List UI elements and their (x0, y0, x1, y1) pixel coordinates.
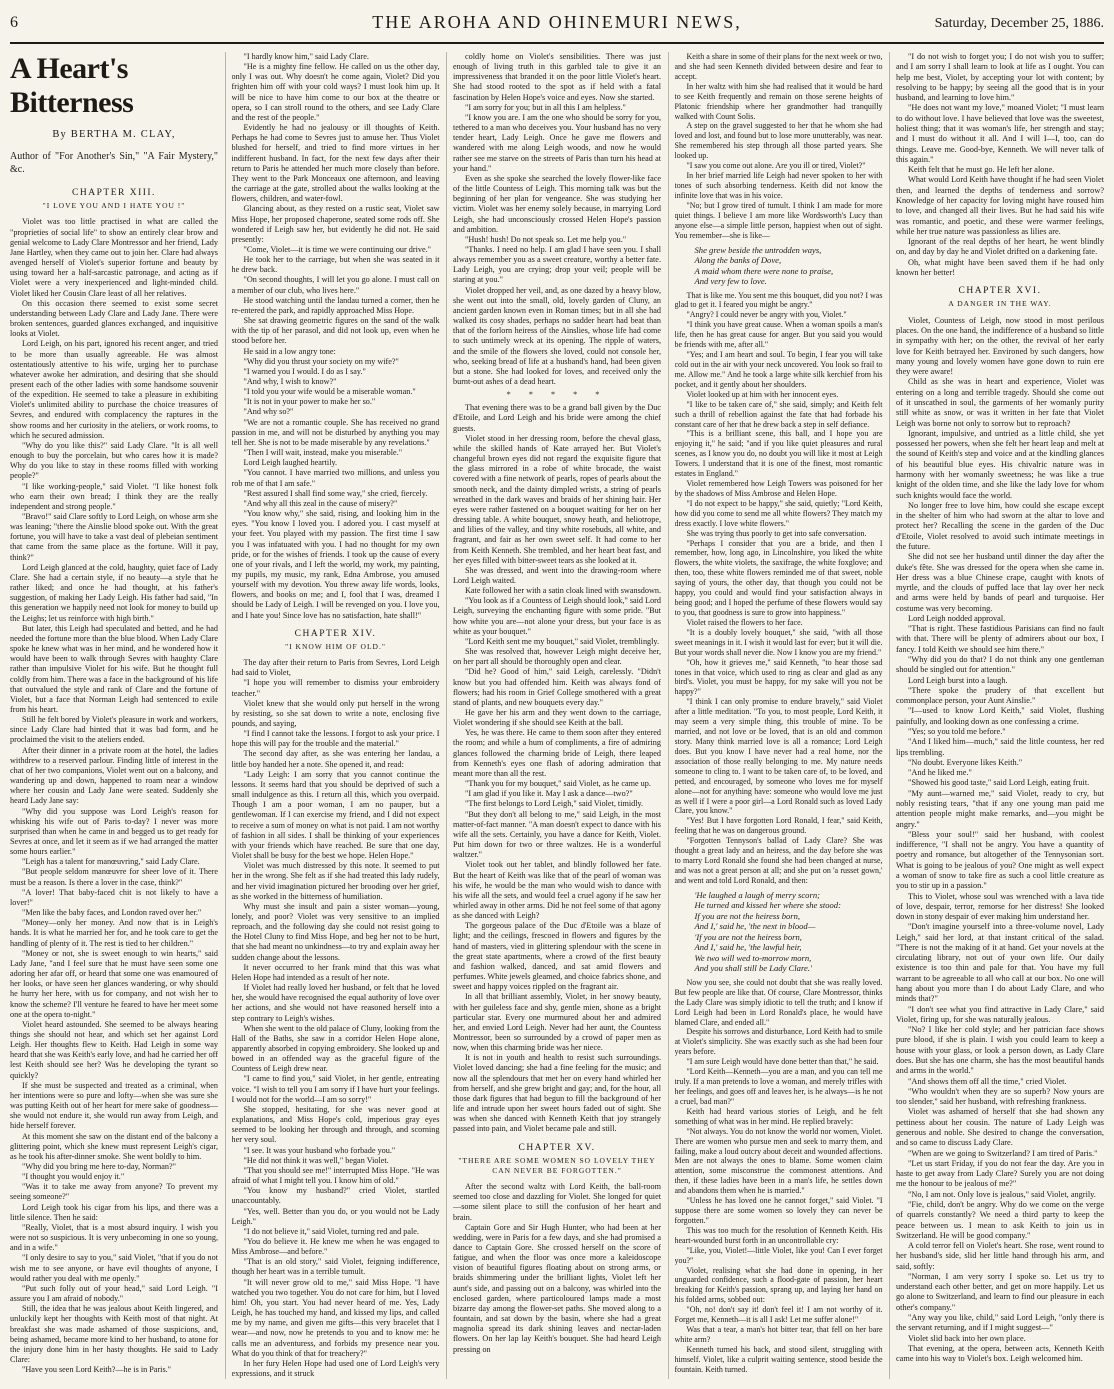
paragraph: Violet stood in her dressing room, before the cheval glass, while the skilled hands of Kate arrayed her. But Violet's changeful brown eyes did not regard the exquisite figure that the glass mirrored in a robe of white brocade, the waist covered with a fine network of pearls, ropes of pearls about the smooth neck, and the dainty dimpled wrists, a string of pearls wreathed in the dark waves and braids of her shining hair. Her eyes were rather fastened on a bouquet waiting for her on her dressing table. A white bouquet, snowy heath, and heliotrope, and lilies of the valley, and tiny white rosebuds, all white, and fragrant, and fair as her own sweet self. It had come to her from Keith Kenneth. She trembled, and her heart beat fast, and her eyes filled with bitter-sweet tears as she looked at it. (453, 433, 661, 565)
paragraph: "Lord Keith sent me my bouquet," said Violet, tremblingly. (465, 636, 660, 646)
paragraph: Violet remembered how Leigh Towers was poisoned for her by the shadows of Miss Ambrose and Helen Hope. (674, 479, 883, 498)
paragraph: The day after their return to Paris from Sevres, Lord Leigh had said to Violet, (231, 658, 440, 678)
verse-quote (695, 245, 883, 287)
chapter-subtitle: "I LOVE YOU AND I HATE YOU !" (42, 201, 186, 211)
paragraph: "Oh, no! don't say it! don't feel it! I am not worthy of it. Forget me, Kenneth—it is all I ask! Let me suffer alone!" (674, 1305, 883, 1325)
chapter-heading: CHAPTER XV. (518, 1142, 596, 1153)
column-rule (668, 52, 669, 1379)
author-note: Author of "For Another's Sin," "A Fair Mystery," &c. (10, 151, 218, 176)
chapter-heading: CHAPTER XVI. (958, 286, 1042, 297)
paragraph: Violet took out her tablet, and blindly followed her fate. But the heart of Keith was like that of the pearl of woman was his wife, he would be the man who would wish to dance with his wife all the sets, and would feel a cruel agony if he saw her whirled away in other arms. Did he not feel some of that agony as she danced with Leigh? (453, 860, 661, 921)
paragraph: "No? I like her cold style; and her patrician face shows pure blood, if she is plain. I wish you could learn to keep a house with your glass, or look a person down, as Lady Clare does. But she has one charm, she has the most beautiful hands and arms in the world." (896, 1025, 1104, 1076)
paragraph: No longer free to love him, how could she escape except in the shelter of him who had sworn at the altar to love and protect her? Recalling the scene in the garden of the Duc d'Etoile, Violet resolved to avoid such intimate meetings in the future. (896, 500, 1104, 551)
paragraph: Still, the idea that he was jealous about Keith lingered, and unluckily kept her thoughts with Keith most of that night. At breakfast she was made ashamed of those suspicions, and, being ashamed, became more kind to her husband, to atone for the injury done him in her hasty thoughts. He said to Lady Clare: (10, 1304, 218, 1364)
paragraph: "I saw you come out alone. Are you ill or tired, Violet?" (686, 161, 866, 171)
paragraph: "Why did you thrust your society on my wife?" (243, 356, 399, 366)
paragraph: "It is not in your power to make her so." (243, 397, 376, 407)
paragraph: "Did he? Good of him," said Leigh, carelessly. "Didn't know but you had offended him. Keith was always fond of flowers; had his room in Grief College smothered with a great stand of plants, and new bouquets every day." (453, 667, 661, 707)
verse-line: A maid whom there were none to praise, (694, 265, 834, 276)
paragraph: He stood watching until the landau turned a corner, then he re-entered the park, and rapidly approached Miss Hope. (231, 295, 440, 315)
paragraph: She sat drawing geometric figures on the sand of the walk with the tip of her parasol, and did not look up, even when he stood before her. (231, 316, 440, 346)
paragraph: "No; but I grow tired of tumult. I think I am made for more quiet things. I believe I am more like Wordsworth's Lucy than anyone else—a simple little person, happiest when out of sight. You remember—she is like— (674, 200, 883, 240)
paragraph: Evidently he had no jealousy or ill thoughts of Keith. Perhaps he had come to Sevres just to amuse her. Thus Violet blushed for herself, and tried to find more virtues in her indifferent husband. In fact, for the next few days after their return to Paris he attended her much more closely than before. They went to the Park Monceaux one afternoon, and leaving the carriage at the gate, strolled about the walks looking at the flowers, children, and water-fowl. (231, 123, 440, 204)
paragraph: "Money or not, she is sweet enough to win hearts," said Lady Jane, "and I feel sure that he must have seen some one adoring her afar off, or heard that some one was enamoured of her looks, or have seen her glances wandering, or why should he hurry her here, with us for company, and not wish her to know the scheme? I'll venture he feared to have her meet some one at the opera to-night." (10, 948, 218, 1019)
paragraph: "Unless he has loved one he cannot forget," said Violet. "I suppose there are some women so lovely they can never be forgotten." (674, 1196, 883, 1225)
paragraph: "When are we going to Switzerland? I am tired of Paris." (908, 1148, 1098, 1158)
paragraph: "Fie, child, don't be angry. Why do we come on the verge of quarrels constantly? We need a third party to keep the peace between us. I mean to ask Keith to join us in Switzerland. He will be good company." (896, 1199, 1104, 1240)
paragraph: "I hope you will remember to dismiss your embroidery teacher." (231, 678, 440, 698)
paragraph: "I came to find you," said Violet, in her gentle, entreating voice. "I wish to tell you I am sorry if I have hurt your feelings. I would not for the world—I am so sorry!" (231, 1074, 440, 1104)
paragraph: "Lady Leigh: I am sorry that you cannot continue the lessons. It seems hard that you should be deprived of such a small indulgence as this. I return all this, which you overpaid. Though I am a poor woman, I am no pauper, but a gentlewoman. If I can exercise my friend, and I did not expect to receive a sum of money on what is not paid. I am not worthy of fashion in all sides. I shall be thinking of your experiences with your friends which have reached. Be sure that one day, Violet shall be busy for the best we hope. Helen Hope." (231, 769, 440, 861)
paragraph: "I am sure Leigh would have done better than that," he said. (686, 1057, 879, 1067)
paragraph: But later, this Leigh had speculated and betted, and he had needed the fortune more than the blue blood. When Lady Clare spoke he knew what was in her mind, and he wondered how it would have been to walk through Sevres with haughty Clare rather than impulsive Violet for his wife. But he thought full coldly from him. There was a face in the background of his life that outvalued the style and rank of Clare and the fortune of Violet, but a face that Norman Leigh had sentenced to exile from his heart. (10, 623, 218, 714)
paragraph: If Violet had really loved her husband, or felt that he loved her, she would have recognised the equal authority of love over her actions, and she would not have reasoned herself into a step contrary to Leigh's wishes. (231, 983, 440, 1023)
paragraph: "And shows them off all the time," cried Violet. (908, 1076, 1067, 1086)
paragraph: It is not in youth and health to resist such surroundings. Violet loved dancing; she had a fine feeling for the music; and now all the splendours that met her on every hand whirled her from herself, and she grew bright and gay; and, for the hour, all those dark figures that had begun to fill the background of her life and intrude upon her sweet hours faded out of sight. She was when she danced with Kenneth Keith that joy strangely passed into pain, and Violet became pale and still. (453, 1053, 661, 1134)
paragraph: "I—used to know Lord Keith," said Violet, flushing painfully, and looking down as one confessing a crime. (896, 706, 1104, 726)
paragraph: When she went to the old palace of Cluny, looking from the Hall of the Baths, she saw in a corridor Helen Hope alone, apparently absorbed in copying embroidery. She looked up and bowed in an offended way as the graceful figure of the Countess of Leigh drew near. (231, 1023, 440, 1074)
paragraph: "I do not expect to be happy," she said, quietly; "Lord Keith, how did you come to send me all white flowers? They match my dress exactly. I love white flowers." (674, 498, 883, 528)
paragraph: After the second waltz with Lord Keith, the ball-room seemed too close and dazzling for Violet. She longed for quiet—some silent place to still the confusion of her heart and brain. (453, 1182, 661, 1222)
paragraph: Lord Leigh glanced at the cold, haughty, quiet face of Lady Clare. She had a certain style, if no beauty—a style that he rather liked; and once he had thought, at his father's suggestion, of making her Lady Leigh. His father had said, "In this generation we happily need not look for money to build up the Leighs; let us reinforce with high birth." (10, 562, 218, 623)
paragraph: "I think you have great cause. When a woman spoils a man's life, then he has great cause for anger. But you said you would be friends with me, after all." (674, 320, 883, 350)
paragraph: Even as she spoke she searched the lovely flower-like face of the little Countess of Leigh. This morning talk was but the beginning of her plan for vengeance. She was studying her victim. Violet was her enemy solely because, in marrying Lord Leigh, she had unconsciously crossed Helen Hope's passion and ambition. (453, 173, 661, 234)
paragraph: "And why so?" (243, 407, 294, 417)
paragraph: Violet was ashamed of herself that she had shown any pettiness about her cousin. The nature of Lady Leigh was generous and noble. She desired to change the conversation, and so came to discuss Lady Clare. (896, 1107, 1104, 1148)
verse-quote (695, 890, 883, 974)
paragraph: Glancing about, as they rested on a rustic seat, Violet saw Miss Hope, her proposed chaperone, seated some rods off. She wondered if Leigh saw her, but evidently he did not. He said presently: (231, 204, 440, 244)
paragraph: "You cannot. I have married two millions, and unless you rob me of that I am safe." (231, 468, 440, 488)
paragraph: The second day after, as she was entering her landau, a little boy handed her a note. She opened it, and read: (231, 749, 440, 769)
paragraph: Why must she insult and pain a sister woman—young, lonely, and poor? Violet was very sensitive to an implied reproach, and the following day she could not resist going to the Hotel Cluny to find Miss Hope, and beg her not to be hurt, that she had meant no unkindness—to try and explain away her sudden change about the lessons. (231, 901, 440, 962)
column-1 (10, 52, 218, 1379)
paragraph: "My aunt—warned me," said Violet, ready to cry, but nobly resisting tears, "that if any one young man paid me attention people might make remarks, and—you might be angry." (896, 788, 1104, 829)
paragraph: "I find I cannot take the lessons. I forgot to ask your price. I hope this will pay for the trouble and the material." (231, 729, 440, 749)
paragraph: "Put such folly out of your head," said Lord Leigh. "I assure you I am afraid of nobody." (10, 1283, 218, 1304)
column-4 (675, 52, 883, 1379)
paragraph: "But people seldom manœuvre for sheer love of it. There must be a reason. Is there a lover in the case, think?" (10, 867, 218, 887)
column-body (10, 188, 218, 1375)
paragraph: "On second thoughts, I will let you go alone. I must call on a member of our club, who lives here." (231, 275, 440, 295)
paragraph: "And why all this zeal in the cause of misery?" (243, 498, 398, 508)
paragraph: "A lover! That baby-faced chit is not likely to have a lover!" (10, 887, 218, 907)
paragraph: Lord Leigh, on his part, ignored his recent anger, and tried to be more than usually agreeable. He was almost ostentatiously attentive to his wife, urging her to purchase whatever awoke her admiration, and desiring that she should present each of the other ladies with some handsome souvenir of the expedition. He seemed to take a pleasure in exhibiting Violet's unlimited ability to purchase the choice treasures of Sevres, and endured with complacency the raptures in the show rooms and her curiosity in the ateliers, or work rooms, to which he secured admission. (10, 339, 218, 440)
paragraph: Violet, Countess of Leigh, now stood in most perilous places. On the one hand, the indifference of a husband so little in sympathy with her; on the other, the revival of her early love for Keith betrayed her. Environed by such dangers, how many young and lovely women have gone down to ruin ere they were aware! (896, 315, 1104, 377)
paragraph: In her fury Helen Hope had used one of Lord Leigh's very expressions, and it struck (231, 1358, 440, 1378)
paragraph: "I only desire to say to you," said Violet, "that if you do not wish me to see anyone, or have evil thoughts of anyone, I would rather you deal with me openly." (10, 1253, 218, 1283)
paragraph: It never occurred to her frank mind that this was what Helen Hope had intended as a result of her note. (231, 962, 440, 982)
paragraph: "Was it to take me away from anyone? To prevent my seeing someone?" (10, 1182, 218, 1202)
paragraph: In all that brilliant assembly, Violet, in her snowy beauty, with her guileless face and shy, gentle mien, shone as a bright particular star. Every one murmured about her and admired her, and envied Lord Leigh. Never had her aunt, the Countess Montressor, been so surrounded by a crowd of paper men as now, when this charming bride was her niece. (453, 992, 661, 1053)
paragraph: "Yes; and I am heart and soul. To begin, I fear you will take cold out in the air with your neck uncovered. You look so frail to me. Allow me." And he took a large white silk kerchief from his pocket, and it gently about her shoulders. (674, 350, 883, 389)
story-byline: By BERTHA M. CLAY, (52, 129, 176, 140)
paragraph: "We are not a romantic couple. She has received no grand passion in me, and will not be disturbed by anything you may tell her. She is not to be made miserable by any revelations." (231, 417, 440, 447)
paragraph: Keith a share in some of their plans for the next week or two, and she had seen Kenneth divided between desire and fear to accept. (674, 52, 883, 81)
verse-line: And I,' said he, 'the lawful heir, (694, 942, 802, 953)
paragraph: "You do believe it. He knew me when he was engaged to Miss Ambrose—and before." (231, 1236, 440, 1257)
chapter-heading: CHAPTER XIV. (294, 628, 377, 639)
section-break: * * * * * (506, 390, 608, 400)
paragraph: "No doubt. Everyone likes Keith." (908, 757, 1023, 767)
paragraph: "Rest assured I shall find some way," she cried, fiercely. (243, 488, 428, 498)
paragraph: "He does not want my love," moaned Violet; "I must learn to do without love. I have believed that love was the sweetest, holiest thing; that it was woman's life, her strength and stay; and I must do without it all. And I will I—I, too, can do things. Leave me. Good-bye, Kenneth. We will never talk of this again." (896, 103, 1104, 164)
paragraph: She stopped, hesitating, for she was never good at explanations, and Miss Hope's cold, imperious gray eyes seemed to be looking her through and through, and scorning her very soul. (231, 1104, 440, 1145)
column-3 (453, 52, 661, 1379)
paragraph: "Bless your soul!" said her husband, with coolest indifference, "I shall not be angry. You have a quantity of poetry and romance, but altogether of the Tennysonian sort. What is going to be jealous of you? One might as well expect a woman of snow to take fire as such a cool little creature as you to stir up in a passion." (896, 829, 1104, 891)
paragraph: A step on the gravel suggested to her that he whom she had loved and lost, and found but to lose more unutterably, was near. She remembered his step through all those parted years. She looked up. (674, 121, 883, 161)
chapter-heading: CHAPTER XIII. (72, 188, 156, 199)
paragraph: He took her to the carriage, but when she was seated in it he drew back. (231, 255, 440, 275)
paragraph: Violet was much distressed by this note. It seemed to put her in the wrong. She felt as if she had treated this lady rudely, and her vivid imagination pictured her brooding over her grief, as she worked in the bitterness of humiliation. (231, 861, 440, 901)
verse-line: 'If you are not the heiress born, (694, 931, 802, 942)
paragraph: "Perhaps I consider that you are a bride, and then I remember, how, long ago, in Lincolnshire, you liked the white flowers, the white violets, the saxifrage, the white foxglove; and then, too, these white flowers reminded me of that sweet, noble saying of yours, the other day, that though you could not be happy, you could and would find your satisfaction always in being good; and I hoped the perfume of these flowers would say to you, that goodness is sure to grow into happiness." (674, 538, 883, 618)
column-rule (446, 52, 447, 1379)
paragraph: She did not see her husband until dinner the day after the duke's fête. She was dressed for the opera when she came in. Her dress was a blue Chinese crape, caught with knots of myrtle, and the clouds of puffed lace that lay over her neck and arms were held by bands of pearl and turquoise. Her costume was very becoming. (896, 552, 1104, 613)
paragraph: "I like to be taken care of," she said, simply; and Keith felt such a thrill of rebellion against the fate that had forbade his constant care of her that he drew back a step in self defiance. (674, 399, 883, 429)
paragraph: "You know my husband?" cried Violet, startled unaccountably. (231, 1186, 440, 1206)
paragraph: "There spoke the prudery of that excellent but commonplace person, your Aunt Ainslie." (896, 685, 1104, 706)
paragraph: "Like, you, Violet!—little Violet, like you! Can I ever forget you?" (674, 1245, 883, 1265)
paragraph: "Showed his good taste," said Lord Leigh, eating fruit. (908, 778, 1090, 788)
paragraph: On this occasion there seemed to exist some secret understanding between Lady Clare and Lady Jane. There were broken sentences, guarded glances exchanged, and inquisitive looks at Violet. (10, 298, 218, 339)
paragraph: Violet knew that she would only put herself in the wrong by resisting, so she sat down to write a note, enclosing five pounds, and saying, (231, 698, 440, 728)
paragraph: "Don't imagine yourself into a three-volume novel, Lady Leigh," said her lord, at that instant critical of the salad. "There is not the making of it at hand. Get your novels at the circulating library, not out of your own life. Our daily existence is too thin and pale for that. You have my full warrant to be agreeable to all who call at our box. No one will hang about you more than I do about Lady Clare, and who minds that?" (896, 922, 1104, 1004)
paragraph: "Hush! hush! Do not speak so. Let me help you." (465, 234, 627, 244)
paragraph: In her waltz with him she had realised that it would be hard to see Keith frequently and remain on those serene heights of Platonic friendship where her grandmother had tranquilly walked with Count Solis. (674, 81, 883, 121)
paragraph: Ignorant of the real depths of her heart, he went blindly on, and day by day he and Violet drifted on a darkening fate. (896, 237, 1104, 257)
paragraph: She was dressed, and went into the drawing-room where Lord Leigh waited. (453, 565, 661, 585)
paragraph: "Yes, well. Better than you do, or you would not be Lady Leigh." (231, 1206, 440, 1226)
verse-line: And very few to love. (694, 276, 767, 287)
paragraph: "Let us start Friday, if you do not fear the day. Are you in haste to get away from Lady Clare? Surely you are not doing me the honour to be jealous of me?" (896, 1158, 1104, 1189)
paragraph: "That is right. These fastidious Parisians can find no fault with that. There will be plenty of admirers about our box, I fancy. I told Keith we should see him there." (896, 624, 1104, 654)
newspaper-title: THE AROHA AND OHINEMURI NEWS, (372, 12, 742, 32)
paragraph: "Who wouldn't when they are so superb? Now yours are too slender," said her husband, with refreshing frankness. (896, 1086, 1104, 1107)
paragraph: "I like working-people," said Violet. "I like honest folk who earn their own bread; I think they are the really independent and strong people." (10, 481, 218, 511)
story-title: A Heart's Bitterness (10, 52, 134, 119)
paragraph: "I am glad if you like it. May I ask a dance—two?" (465, 789, 633, 799)
paragraph: Now you see, she could not doubt that she was really loved. But few people are like that. Of course, Clare Montressor, thinks the Lady Clare was simply idiotic to tell the truth; and I know if Lord Leigh had been in Lord Ronald's place, he would have blamed Clare, and ended all." (674, 977, 883, 1027)
paragraph: "Why did you suppose was Lord Leigh's reason for whisking his wife out of Paris to-day? I never was more surprised than when he came in and begged us to get ready for Sevres at once, and let it seem as if we had arranged the matter some hours earlier." (10, 806, 218, 857)
paragraph: Despite his sorrows and disturbance, Lord Keith had to smile at Violet's simplicity. She was exactly such as she had been four years before. (674, 1027, 883, 1057)
paragraph: "I hardly know him," said Lady Clare. (243, 52, 369, 61)
paragraph: "I do not wish to forget you; I do not wish you to suffer; and I am sorry I shall learn to look at life as I ought. You can help me best, Violet, by accepting your lot with content; by resolving to be happy; by seeing all the good that is in your husband, and learning to love him." (896, 52, 1104, 103)
paragraph: "It is a doubly lovely bouquet," she said, "with all those sweet meanings in it. I wish it would last for ever; but it will die. But your words shall never die. Now I know you are my friend." (674, 627, 883, 657)
paragraph: "Leigh has a talent for manœuvring," said Lady Clare. (22, 857, 200, 867)
column-body (896, 52, 1104, 1364)
paragraph: coldly home on Violet's sensibilities. There was just enough of living truth in this garbled tale to give it an impressiveness that branded it on the poor little Violet's heart. She had stood rooted to the spot as if held with a fatal fascination by Helen Hope's voice and eyes. Now she started. (453, 52, 661, 102)
verse-line: We two will wed to-morrow morn, (694, 952, 812, 963)
paragraph: "It will never grow old to me," said Miss Hope. "I have watched you two together. You do not care for him, but I loved him! Oh, you start. You had never heard of me. Yes, Lady Leigh, he has touched my hand, and kissed my lips, and called me by my name, and given me gifts—this very bracelet that I wear—and now, now he pretends to you and to know me: he calls me an adventuress, and forbids my presence near you. What do you think of that for treachery?" (231, 1277, 440, 1358)
paragraph: "Oh, how it grieves me," said Kenneth, "to hear those sad tones in that voice, which used to ring as clear and glad as any bird's. Violet, you must be happy, for my sake will you not be happy?" (674, 657, 883, 697)
paragraph: She was trying thus poorly to get into safe conversation. (686, 528, 867, 538)
paragraph: Keith felt that he must go. He left her alone. (908, 165, 1055, 175)
masthead (10, 10, 1104, 44)
paragraph: Kenneth turned his back, and stood silent, struggling with himself. Violet, like a culprit waiting sentence, stood beside the fountain. Keith turned. (674, 1344, 883, 1374)
paragraph: "I do not believe it," said Violet, turning red and pale. (243, 1226, 419, 1236)
column-2 (232, 52, 440, 1379)
paragraph: "This is a brilliant scene, this ball, and I hope you are enjoying it," he said; "and if you like quiet pleasures and rural scenes, as I know you do, no doubt you will like it most at Leigh Towers. I understand that it is one of the finest, most romantic estates in England." (674, 429, 883, 479)
paragraph: Kate followed her with a satin cloak lined with swansdown. (465, 586, 661, 596)
paragraph: Violet looked up at him with her innocent eyes. (686, 389, 839, 399)
paragraph: Captain Gore and Sir Hugh Hunter, who had been at her wedding, were in Paris for a few days, and she had promised a dance to Captain Gore. She crossed herself on the score of fatigue, and when the floor was once more a kaleidoscope vision of beautiful figures floating about on strong arms, or braids shimmering under the brilliant lights, Violet left her aunt's side, and passing out on a balcony, was whirled into the enclosed garden, where particoloured lamps made a most bizarre day among the flower-set paths. She moved along to a fountain, and sat down by the basin, where she had a great magnolia spread its dark shining leaves and nectar-laden flowers. On her lap lay Keith's bouquet. She had heard Leigh pressing on (453, 1222, 661, 1354)
paragraph: "The first belongs to Lord Leigh," said Violet, timidly. (465, 799, 644, 809)
paragraph: At this moment she saw on the distant end of the balcony a glittering point, which she knew must represent Leigh's cigar, as he took his after-dinner smoke. She went boldly to him. (10, 1131, 218, 1161)
paragraph: This to Violet, whose soul was wrenched with a lava tide of love, despair, terror, remorse for her distress! She looked down in stony despair of ever making him understand her. (896, 891, 1104, 922)
paragraph: "I warned you I would. I do as I say." (243, 366, 366, 376)
paragraph: "Yes; so you told me before." (908, 727, 1006, 736)
chapter-subtitle: A DANGER IN THE WAY. (948, 299, 1052, 309)
paragraph: "I told you your wife would be a miserable woman." (243, 387, 416, 397)
verse-line: And I,' said he, 'the next in blood— (694, 921, 816, 932)
paragraph: Lord Leigh laughed heartily. (243, 458, 338, 468)
paragraph: "That you should see me!" interrupted Miss Hope. "He was afraid of what I might tell you. I know him of old." (231, 1165, 440, 1186)
paragraph: "He is a mighty fine fellow. He called on us the other day, only I was out. Why doesn't he come again, Violet? Did you frighten him off with your cold ways? I must look him up. It will be nice to have him come to our box at the theatre or opera, so I can stroll round to the others, and see Lady Clare and the rest of the people." (231, 62, 440, 122)
paragraph: What would Lord Keith have thought if he had seen Violet then, and learned the depths of tenderness and sorrow? Knowledge of her capacity for loving might have roused him to love, and changed all their lives. But he had said his wife was romantic, and poetic, and these were warmer feelings, while her true nature was passionless as lilies are. (896, 175, 1104, 236)
paragraph: Violet raised the flowers to her face. (686, 617, 803, 627)
article-columns (10, 52, 1104, 1379)
paragraph: "I know you are. I am the one who should be sorry for you, tethered to a man who deceives you. Your husband has no very tender heart, Lady Leigh. Once he gave me flowers and wandered with me along Leigh woods, and now he would rather see me starve on the streets of Paris than turn his head at your hand." (453, 112, 661, 173)
paragraph: Was that a tear, a man's hot bitter tear, that fell on her bare white arm? (674, 1325, 883, 1345)
column-body (675, 52, 883, 1375)
paragraph: He gave her his arm and they went down to the carriage, Violet wondering if she should see Keith at the ball. (453, 708, 661, 728)
paragraph: "You look as if a Countess of Leigh should look," said Lord Leigh, surveying the enchanting figure with some pride. "But how white you are—not alone your dress, but your face is as white as your bouquet." (453, 596, 661, 636)
paragraph: Oh, what might have been saved them if he had only known her better! (896, 257, 1104, 277)
column-body (453, 52, 661, 1355)
paragraph: "I am sorry for you; but in all this I am helpless." (465, 102, 626, 112)
verse-line: And you shall still be Lady Clare.' (694, 963, 812, 974)
paragraph: "That is an old story," said Violet, feigning indifference, though her heart was in a terrible tumult. (231, 1257, 440, 1277)
verse-line: 'He laughed a laugh of merry scorn; (694, 889, 820, 900)
paragraph: Keith had heard various stories of Leigh, and he felt something of what was in her mind. He replied bravely: (674, 1106, 883, 1126)
paragraph: He said in a low angry tone: (243, 346, 336, 356)
paragraph: She was resolved that, however Leigh might deceive her, on her part all should be thoroughly open and clear. (453, 647, 661, 667)
paragraph: "You know why," she said, rising, and looking him in the eyes. "You know I loved you. I adored you. I cast myself at your feet. You played with my passion. The first time I saw you I was infatuated with you. I had no thought for my own pride, or for the wishes of friends. I took up the cause of every one of your rivals, and I left the world, my work, my painting, my pupils, my music, my rank, Edna Ambrose, you amused yourself with my devotion. You threw away life words, looks, flowers, and books on me; and I, fool that I was, dreamed I should be Lady of Leigh. I will be revenged on you. I love you, and I hate you! Since love has no satisfaction, hate shall!" (231, 509, 440, 620)
verse-line: Along the banks of Dove, (694, 255, 782, 266)
paragraph: "Not always. You do not know the world nor women, Violet. There are women who pursue men and seek to marry them, and failing, make a loud outcry about deceit and wounded affections. Men are not always the ones to blame. Some women claim attention, some misconstrue the commonest attentions. And then, if these ladies have been in a man's life, he settles down and abandons them when he is married." (674, 1126, 883, 1196)
paragraph: "Forgotten Tennyson's ballad of Lady Clare? She was thought a great lady and an heiress, and the day before she was to marry Lord Ronald she found she had been changed at nurse, and was not a great person at all; and she put on 'a russet gown,' and went and told Lord Ronald, and then: (674, 836, 883, 885)
paragraph: That evening there was to be a grand ball given by the Duc d'Etoile, and Lord Leigh and his bride were among the chief guests. (453, 403, 661, 433)
verse-line: He turned and kissed her where she stood: (694, 900, 841, 911)
paragraph: Violet, realising what she had done in opening, in her unguarded confidence, such a flood-gate of passion, her heart breaking for Keith's passion, sprang up, and laying her hand on his folded arms, sobbed out: (674, 1265, 883, 1305)
paragraph: "And I liked him—much," said the little countess, her red lips trembling. (896, 737, 1104, 757)
paragraph: The gorgeous palace of the Duc d'Etoile was a blaze of light; and the ceilings, frescoed in flowers and figures by the hand of masters, vied in glittering splendour with the scene in the great state apartments, where a crowd of the first beauty and fashion walked, danced, and sat amid flowers and perfumes. White jewels gleamed, and choice fabrics shone, and sweet and happy voices rippled on the fragrant air. (453, 921, 661, 992)
paragraph: "Yes! But I have forgotten Lord Ronald, I fear," said Keith, feeling that he was on dangerous ground. (674, 816, 883, 836)
paragraph: "I thought you would enjoy it." (22, 1172, 125, 1182)
paragraph: "I don't see what you find attractive in Lady Clare," said Violet, firing up, for she was naturally jealous. (896, 1004, 1104, 1024)
paragraph: "Angry? I could never be angry with you, Violet." (686, 310, 847, 320)
paragraph: "He did not think it was well," began Violet. (243, 1155, 389, 1165)
paragraph: That is like me. You sent me this bouquet, did you not? I was glad to get it. I feared you might be angry." (674, 290, 883, 310)
paragraph: "Why did you do that? I do not think any one gentleman should be singled out for attention." (896, 655, 1104, 675)
paragraph: "But they don't all belong to me," said Leigh, in the most matter-of-fact manner. "A man doesn't expect to dance with his wife all the sets. Certainly, you have a dance for Keith, Violet. Put him down for two or three waltzes. He is a wonderful waltzer." (453, 809, 661, 860)
paragraph: Violet heard astounded. She seemed to be always hearing things she should not hear, and which set her against Lord Leigh. Her thoughts flew to Keith. Had Leigh in some way heard that she was Keith's early love, and had he carried her off lest Keith should see her? Was he developing the tyrant so quickly? (10, 1019, 218, 1080)
paragraph: Lord Leigh nodded approval. (908, 613, 1006, 623)
chapter-subtitle: "THERE ARE SOME WOMEN SO LOVELY THEY CAN NEVER BE FORGOTTEN." (458, 1155, 656, 1175)
paragraph: "Any way you like, child," said Lord Leigh, "only there is the servant returning, and if I might suggest—" (896, 1313, 1104, 1333)
column-rule (225, 52, 226, 1379)
column-body (232, 52, 440, 1379)
paragraph: "Really, Violet, that is a most absurd inquiry. I wish you were not so suspicious. It is very unbecoming in one so young, and in a wife." (10, 1222, 218, 1253)
paragraph: "Thank you for my bouquet," said Violet, as he came up. (465, 779, 651, 789)
paragraph: "I think I can only promise to endure bravely," said Violet after a little meditation. "To you, to most people, Lord Keith, it may seem a very simple thing, this trouble of mine. To be married, and not love or be loved, that is an old and common story. Many think married love is all a romance; Lord Leigh does. But you know I have never had a real home, nor the association of those really belonging to me. My nature needs someone to cling to. I want to be taken care of, to be loved, and petted, and encouraged, by someone who loves me for myself alone—not for anything have: someone who would love me just as well if I were a poor girl—a Lord Ronald such as loved Lady Clare, you know." (674, 697, 883, 816)
chapter-subtitle: "I KNOW HIM OF OLD." (285, 641, 386, 651)
paragraph: In her brief married life Leigh had never spoken to her with tones of such absorbing tenderness. Keith did not know the infinite love that was in his voice. (674, 171, 883, 200)
paragraph: "Lord Keith—Kenneth—you are a man, and you can tell me truly. If a man pretends to love a woman, and merely trifles with her feelings, and goes off and leaves her, is he always—is he not a cruel, bad man?" (674, 1067, 883, 1106)
paragraph: "Bravo!" said Clare softly to Lord Leigh, on whose arm she was leaning; "there the Ainslie blood spoke out. With the great fortune, you will have to take a vast deal of plebeian sentiment that came from the same place as the fortune. Will it pay, think?" (10, 512, 218, 562)
paragraph: Lord Leigh took his cigar from his lips, and there was a little silence. Then he said: (10, 1202, 218, 1222)
paragraph: "Why do you like this?" said Lady Clare. "It is all well enough to buy the porcelain, but who cares how it is made? Why do you like to stay in these rooms filled with working people?" (10, 440, 218, 481)
paragraph: Still he felt bored by Violet's pleasure in work and workers, since Lady Clare had hinted that it was bad form, and he proclaimed the visit to the ateliers ended. (10, 715, 218, 745)
paragraph: Violet dropped her veil, and, as one dazed by a heavy blow, she went out into the small, old, lovely garden of Cluny, an ancient garden known even in Roman times; but in all she had walked its cosy shades, perhaps no sadder heart had beat than that of the forlorn heiress of the Ainslies, whose life had come to such untimely wreck at its opening. The ripple of waters, and the smile of the flowers she loved, could not console her, who, seeking bread of life at a husband's hand, had been given but a stone. She had looked for loves, and received only the burnt-out ashes of a dead heart. (453, 285, 661, 386)
column-5 (896, 52, 1104, 1379)
paragraph: "And he liked me." (908, 768, 972, 778)
paragraph: Lord Leigh burst into a laugh. (908, 675, 1008, 685)
paragraph: "Thanks. I need no help. I am glad I have seen you. I shall always remember you as a sweet creature, worthy a better fate. Lady Leigh, you are crying; drop your veil; people will be staring at you." (453, 244, 661, 285)
paragraph: "Come, Violet—it is time we were continuing our drive." (243, 244, 431, 254)
paragraph: "Then I will wait, instead, make you miserable." (243, 448, 403, 458)
paragraph: After their dinner in a private room at the hotel, the ladies withdrew to a reserved parlour. Finding little of interest in the chat of her two companions, Violet went out on a balcony, and wandering up and down, happened to roam near a window where her cousin and Lady Jane were seated. Suddenly she heard Lady Jane say: (10, 745, 218, 806)
paragraph: If she must be suspected and treated as a criminal, when her intentions were so pure and lofty—when she was sure she was putting Keith out of her heart for mere sake of goodness—she would not endure it, she would run away from Leigh, and hide herself forever. (10, 1080, 218, 1131)
paragraph: "Have you seen Lord Keith?—he is in Paris." (22, 1365, 172, 1375)
paragraph: "Why did you bring me here to-day, Norman?" (22, 1162, 176, 1171)
paragraph: That evening, at the opera, between acts, Kenneth Keith came into his way to Violet's box. Leigh welcomed him. (896, 1343, 1104, 1364)
paragraph: Child as she was in heart and experience, Violet was entering on a long and terrible tragedy. Should she come out of it unscathed in soul, the garments of her womanly purity still white as snow, or was it written in her fate that Violet Leigh was borne not only to sorrow but to reproach? (896, 377, 1104, 428)
paragraph: Yes, he was there. He came to them soon after they entered the room; and while a hum of compliments, a fire of admiring glances followed the charming bride of Leigh, there leaped from Kenneth's eyes one flash of adoring admiration that meant more than all the rest. (453, 728, 661, 778)
paragraph: A cold terror fell on Violet's heart. She rose, went round to her husband's side, slid her little hand through his arm, and said, softly: (896, 1241, 1104, 1271)
page-number: 6 (10, 14, 18, 31)
verse-line: If you are not the heiress born, (694, 910, 801, 921)
paragraph: "I see. It was your husband who forbade you." (243, 1145, 396, 1155)
paragraph: "No, I am not. Only love is jealous," said Violet, angrily. (908, 1189, 1096, 1199)
paragraph: "Norman, I am very sorry I spoke so. Let us try to understand each other better, and get on more happily. Let us go alone to Switzerland, and learn to find our pleasure in each other's company." (896, 1271, 1104, 1312)
paragraph: "Men like the baby faces, and London raved over her." (22, 908, 202, 918)
paragraph: "And why, I wish to know?" (243, 377, 337, 386)
paragraph: Violet slid back into her own place. (908, 1333, 1026, 1343)
issue-date: Saturday, December 25, 1886. (934, 16, 1104, 31)
paragraph: "Money—only her money. And now that is in Leigh's hands. It is what he married her for, and he took care to get the handling of plenty of it. The rest is tied to her children." (10, 918, 218, 948)
paragraph: This was too much for the resolution of Kenneth Keith. His heart-wounded burst forth in an uncontrollable cry: (674, 1225, 883, 1245)
paragraph: Ignorant, impulsive, and untried as a little child, she yet possessed her powers, when she felt her heart leap and melt at the sound of Keith's step and voice and at the kindling glances of his beautiful blue eyes. His chivalric nature was in harmony with her womanly sweetness; he was like a true knight of the olden time, and she like the lady love for whom such knights would face the world. (896, 428, 1104, 500)
paragraph: Violet was too little practised in what are called the "proprieties of social life" to show an entirely clear brow and genial welcome to Lady Clare Montressor and her friend, Lady Jane Hartley, when they came out to join her. Clare had always avenged herself of Violet's superior fortune and beauty by using toward her a half-sarcastic patronage, and acting as if Violet were a very inexperienced and light-minded child. Violet liked her Cousin Clare least of all her relatives. (10, 217, 218, 298)
column-rule (889, 52, 890, 1379)
verse-line: She grew beside the untrodden ways, (694, 244, 822, 255)
